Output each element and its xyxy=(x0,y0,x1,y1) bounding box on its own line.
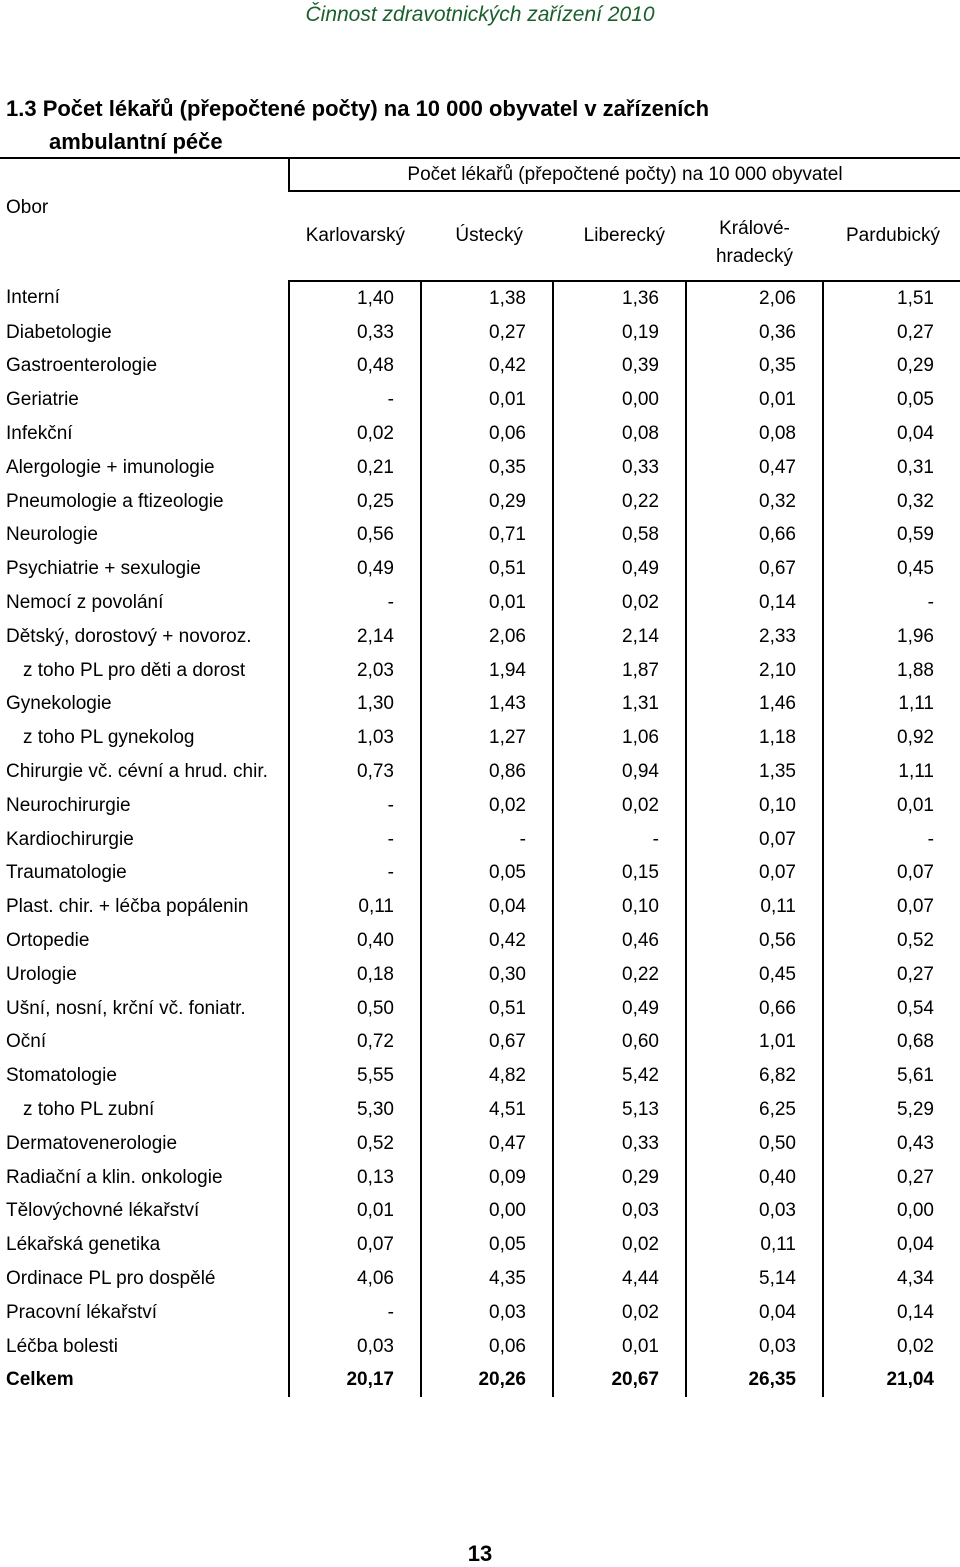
cell-value: 20,26 xyxy=(421,1364,553,1398)
table-row xyxy=(0,552,960,586)
cell-value: 1,43 xyxy=(421,688,553,722)
row-label: Lékařská genetika xyxy=(6,1234,161,1256)
cell-value: - xyxy=(421,823,553,857)
cell-value: 0,27 xyxy=(823,958,960,992)
cell-value: - xyxy=(823,823,960,857)
cell-value: 0,02 xyxy=(553,1228,686,1262)
cell-value: 0,33 xyxy=(553,451,686,485)
cell-value: 20,17 xyxy=(289,1364,421,1398)
cell-value: 1,38 xyxy=(421,281,553,316)
table-row xyxy=(0,688,960,722)
cell-value: 0,01 xyxy=(421,383,553,417)
cell-value: 1,01 xyxy=(686,1026,823,1060)
cell-value: 0,49 xyxy=(289,552,421,586)
cell-value: 0,11 xyxy=(686,890,823,924)
column-header-kralovehradecky-line-1: Králové- xyxy=(719,218,790,239)
cell-value: 0,05 xyxy=(823,383,960,417)
cell-value: 1,35 xyxy=(686,755,823,789)
table-row xyxy=(0,958,960,992)
column-header-pardubicky: Pardubický xyxy=(823,191,960,281)
row-label: z toho PL pro děti a dorost xyxy=(23,659,246,681)
cell-value: 0,05 xyxy=(421,1228,553,1262)
cell-value: 0,03 xyxy=(686,1330,823,1364)
cell-value: 0,00 xyxy=(823,1195,960,1229)
table-row xyxy=(0,350,960,384)
cell-value: 0,07 xyxy=(289,1228,421,1262)
cell-value: 1,30 xyxy=(289,688,421,722)
cell-value: 0,02 xyxy=(553,789,686,823)
cell-value: 0,18 xyxy=(289,958,421,992)
cell-value: 5,42 xyxy=(553,1059,686,1093)
row-label: Ortopedie xyxy=(6,930,90,952)
table-row xyxy=(0,417,960,451)
row-label: Celkem xyxy=(6,1369,74,1391)
table-row xyxy=(0,281,960,316)
row-label: Radiační a klin. onkologie xyxy=(6,1166,223,1188)
row-label: Stomatologie xyxy=(6,1065,117,1087)
cell-value: 0,07 xyxy=(823,890,960,924)
table-row xyxy=(0,316,960,350)
table-row xyxy=(0,1296,960,1330)
cell-value: - xyxy=(553,823,686,857)
row-label: Neurologie xyxy=(6,524,98,546)
cell-value: 0,19 xyxy=(553,316,686,350)
table-row xyxy=(0,721,960,755)
cell-value: 0,01 xyxy=(823,789,960,823)
cell-value: 0,29 xyxy=(421,485,553,519)
table-row xyxy=(0,586,960,620)
cell-value: 0,15 xyxy=(553,857,686,891)
row-label: Diabetologie xyxy=(6,321,112,343)
cell-value: 1,87 xyxy=(553,654,686,688)
cell-value: 1,06 xyxy=(553,721,686,755)
row-label: Pracovní lékařství xyxy=(6,1301,157,1323)
cell-value: 1,40 xyxy=(289,281,421,316)
cell-value: 1,11 xyxy=(823,755,960,789)
cell-value: 0,45 xyxy=(686,958,823,992)
cell-value: 0,13 xyxy=(289,1161,421,1195)
cell-value: - xyxy=(289,789,421,823)
cell-value: 6,25 xyxy=(686,1093,823,1127)
cell-value: 0,32 xyxy=(823,485,960,519)
cell-value: 0,51 xyxy=(421,992,553,1026)
cell-value: 1,94 xyxy=(421,654,553,688)
cell-value: 0,29 xyxy=(553,1161,686,1195)
column-header-karlovarsky: Karlovarský xyxy=(289,191,421,281)
cell-value: 0,45 xyxy=(823,552,960,586)
row-label: Geriatrie xyxy=(6,389,79,411)
cell-value: 4,34 xyxy=(823,1262,960,1296)
cell-value: 1,11 xyxy=(823,688,960,722)
cell-value: 0,02 xyxy=(553,586,686,620)
cell-value: 0,21 xyxy=(289,451,421,485)
cell-value: 0,10 xyxy=(553,890,686,924)
row-label: Nemocí z povolání xyxy=(6,592,164,614)
cell-value: 0,30 xyxy=(421,958,553,992)
cell-value: 0,03 xyxy=(553,1195,686,1229)
cell-value: 0,59 xyxy=(823,519,960,553)
cell-value: 0,68 xyxy=(823,1026,960,1060)
cell-value: 1,96 xyxy=(823,620,960,654)
cell-value: 0,09 xyxy=(421,1161,553,1195)
cell-value: 1,46 xyxy=(686,688,823,722)
cell-value: 0,67 xyxy=(421,1026,553,1060)
cell-value: - xyxy=(289,857,421,891)
cell-value: 0,00 xyxy=(421,1195,553,1229)
cell-value: 5,30 xyxy=(289,1093,421,1127)
row-label: Urologie xyxy=(6,963,77,985)
cell-value: 0,39 xyxy=(553,350,686,384)
cell-value: 0,10 xyxy=(686,789,823,823)
cell-value: 0,73 xyxy=(289,755,421,789)
cell-value: 0,66 xyxy=(686,992,823,1026)
cell-value: 0,52 xyxy=(823,924,960,958)
table-row xyxy=(0,1228,960,1262)
table-row xyxy=(0,654,960,688)
cell-value: 0,07 xyxy=(686,857,823,891)
row-label: Dětský, dorostový + novoroz. xyxy=(6,625,252,647)
row-label: Neurochirurgie xyxy=(6,794,131,816)
cell-value: 1,18 xyxy=(686,721,823,755)
cell-value: 0,48 xyxy=(289,350,421,384)
cell-value: 0,43 xyxy=(823,1127,960,1161)
cell-value: 0,02 xyxy=(289,417,421,451)
cell-value: 0,86 xyxy=(421,755,553,789)
table-row xyxy=(0,1262,960,1296)
cell-value: 0,56 xyxy=(289,519,421,553)
cell-value: 0,42 xyxy=(421,924,553,958)
column-header-ustecky: Ústecký xyxy=(421,191,553,281)
cell-value: 5,29 xyxy=(823,1093,960,1127)
group-header: Počet lékařů (přepočtené počty) na 10 000 obyvatel xyxy=(289,158,960,191)
cell-value: 0,66 xyxy=(686,519,823,553)
cell-value: 1,27 xyxy=(421,721,553,755)
cell-value: 0,07 xyxy=(823,857,960,891)
cell-value: 4,51 xyxy=(421,1093,553,1127)
cell-value: 0,04 xyxy=(823,1228,960,1262)
table-row xyxy=(0,1330,960,1364)
cell-value: 4,82 xyxy=(421,1059,553,1093)
row-label: Gynekologie xyxy=(6,693,112,715)
cell-value: 0,42 xyxy=(421,350,553,384)
cell-value: 0,01 xyxy=(686,383,823,417)
cell-value: 0,05 xyxy=(421,857,553,891)
table-row xyxy=(0,924,960,958)
cell-value: 0,03 xyxy=(289,1330,421,1364)
cell-value: 0,06 xyxy=(421,1330,553,1364)
cell-value: 0,11 xyxy=(686,1228,823,1262)
cell-value: 6,82 xyxy=(686,1059,823,1093)
cell-value: 0,01 xyxy=(553,1330,686,1364)
cell-value: 21,04 xyxy=(823,1364,960,1398)
cell-value: 0,27 xyxy=(421,316,553,350)
cell-value: - xyxy=(289,823,421,857)
cell-value: 0,36 xyxy=(686,316,823,350)
table-row xyxy=(0,992,960,1026)
cell-value: 1,31 xyxy=(553,688,686,722)
cell-value: 2,14 xyxy=(553,620,686,654)
cell-value: 5,14 xyxy=(686,1262,823,1296)
row-label: Pneumologie a ftizeologie xyxy=(6,490,224,512)
cell-value: 0,60 xyxy=(553,1026,686,1060)
cell-value: 26,35 xyxy=(686,1364,823,1398)
cell-value: 2,10 xyxy=(686,654,823,688)
row-label: Alergologie + imunologie xyxy=(6,456,215,478)
cell-value: 0,72 xyxy=(289,1026,421,1060)
table-row xyxy=(0,1161,960,1195)
cell-value: 1,88 xyxy=(823,654,960,688)
cell-value: - xyxy=(289,1296,421,1330)
cell-value: 0,32 xyxy=(686,485,823,519)
cell-value: 1,03 xyxy=(289,721,421,755)
cell-value: 0,08 xyxy=(686,417,823,451)
cell-value: 0,01 xyxy=(289,1195,421,1229)
cell-value: 5,61 xyxy=(823,1059,960,1093)
cell-value: 0,03 xyxy=(686,1195,823,1229)
cell-value: 4,35 xyxy=(421,1262,553,1296)
cell-value: 0,94 xyxy=(553,755,686,789)
table-row xyxy=(0,519,960,553)
cell-value: 0,06 xyxy=(421,417,553,451)
row-label: Chirurgie vč. cévní a hrud. chir. xyxy=(6,761,268,783)
table-row xyxy=(0,1195,960,1229)
cell-value: 0,71 xyxy=(421,519,553,553)
cell-value: - xyxy=(289,383,421,417)
cell-value: 20,67 xyxy=(553,1364,686,1398)
cell-value: 2,14 xyxy=(289,620,421,654)
cell-value: 0,22 xyxy=(553,958,686,992)
cell-value: 4,44 xyxy=(553,1262,686,1296)
table-row xyxy=(0,1127,960,1161)
cell-value: 0,25 xyxy=(289,485,421,519)
cell-value: 0,35 xyxy=(686,350,823,384)
table-row xyxy=(0,485,960,519)
cell-value: 0,54 xyxy=(823,992,960,1026)
row-label: Gastroenterologie xyxy=(6,355,158,377)
cell-value: 0,50 xyxy=(686,1127,823,1161)
running-header: Činnost zdravotnických zařízení 2010 xyxy=(305,3,655,26)
cell-value: 0,47 xyxy=(686,451,823,485)
cell-value: 0,40 xyxy=(289,924,421,958)
row-label: Psychiatrie + sexulogie xyxy=(6,558,201,580)
cell-value: 0,04 xyxy=(421,890,553,924)
row-label: Interní xyxy=(6,287,60,309)
table-title-line-2: ambulantní péče xyxy=(49,129,223,154)
cell-value: 0,31 xyxy=(823,451,960,485)
table-body xyxy=(0,281,960,1397)
cell-value: 0,11 xyxy=(289,890,421,924)
cell-value: 0,49 xyxy=(553,552,686,586)
column-header-liberecky: Liberecký xyxy=(553,191,686,281)
row-header-obor: Obor xyxy=(0,158,289,281)
cell-value: 2,06 xyxy=(686,281,823,316)
cell-value: 5,13 xyxy=(553,1093,686,1127)
row-label: Ušní, nosní, krční vč. foniatr. xyxy=(6,997,246,1019)
cell-value: 0,35 xyxy=(421,451,553,485)
row-label: Tělovýchovné lékařství xyxy=(6,1200,200,1222)
table-row xyxy=(0,755,960,789)
cell-value: 0,01 xyxy=(421,586,553,620)
table-total-row xyxy=(0,1364,960,1398)
row-label: Kardiochirurgie xyxy=(6,828,134,850)
table-title-line-1: 1.3 Počet lékařů (přepočtené počty) na 10 000 obyvatel v zařízeních xyxy=(6,96,710,121)
physicians-table xyxy=(0,157,960,1397)
cell-value: - xyxy=(289,586,421,620)
table-row xyxy=(0,620,960,654)
cell-value: 1,51 xyxy=(823,281,960,316)
cell-value: 0,92 xyxy=(823,721,960,755)
row-label: Dermatovenerologie xyxy=(6,1132,178,1154)
cell-value: 2,03 xyxy=(289,654,421,688)
table-row xyxy=(0,451,960,485)
cell-value: 0,02 xyxy=(823,1330,960,1364)
cell-value: 0,40 xyxy=(686,1161,823,1195)
cell-value: 0,14 xyxy=(686,586,823,620)
cell-value: 0,49 xyxy=(553,992,686,1026)
table-row xyxy=(0,383,960,417)
row-label: Plast. chir. + léčba popálenin xyxy=(6,896,249,918)
table-row xyxy=(0,789,960,823)
column-header-kralovehradecky-line-2: hradecký xyxy=(715,246,794,267)
cell-value: 0,02 xyxy=(421,789,553,823)
table-row xyxy=(0,1026,960,1060)
cell-value: 0,58 xyxy=(553,519,686,553)
table-row xyxy=(0,857,960,891)
cell-value: 0,27 xyxy=(823,316,960,350)
cell-value: 0,51 xyxy=(421,552,553,586)
cell-value: 0,67 xyxy=(686,552,823,586)
row-label: Léčba bolesti xyxy=(6,1335,118,1357)
cell-value: 1,36 xyxy=(553,281,686,316)
column-header-kralovehradecky xyxy=(686,191,823,281)
cell-value: 0,22 xyxy=(553,485,686,519)
cell-value: 0,52 xyxy=(289,1127,421,1161)
row-label: z toho PL zubní xyxy=(23,1099,155,1121)
cell-value: 5,55 xyxy=(289,1059,421,1093)
cell-value: 0,07 xyxy=(686,823,823,857)
cell-value: 4,06 xyxy=(289,1262,421,1296)
row-label: Oční xyxy=(6,1031,47,1053)
row-label: Traumatologie xyxy=(6,862,127,884)
cell-value: 0,00 xyxy=(553,383,686,417)
cell-value: 0,14 xyxy=(823,1296,960,1330)
row-label: z toho PL gynekolog xyxy=(23,727,195,749)
cell-value: 0,33 xyxy=(289,316,421,350)
table-title xyxy=(6,92,709,158)
row-label: Infekční xyxy=(6,423,73,445)
table-row xyxy=(0,823,960,857)
cell-value: 0,08 xyxy=(553,417,686,451)
cell-value: 0,03 xyxy=(421,1296,553,1330)
cell-value: 0,27 xyxy=(823,1161,960,1195)
cell-value: 0,33 xyxy=(553,1127,686,1161)
cell-value: 0,50 xyxy=(289,992,421,1026)
table-row xyxy=(0,890,960,924)
cell-value: 2,33 xyxy=(686,620,823,654)
cell-value: 0,04 xyxy=(686,1296,823,1330)
cell-value: 0,46 xyxy=(553,924,686,958)
table-row xyxy=(0,1059,960,1093)
cell-value: 0,29 xyxy=(823,350,960,384)
cell-value: 0,04 xyxy=(823,417,960,451)
cell-value: 0,47 xyxy=(421,1127,553,1161)
cell-value: 0,56 xyxy=(686,924,823,958)
page-number: 13 xyxy=(467,1541,493,1566)
row-label: Ordinace PL pro dospělé xyxy=(6,1268,216,1289)
cell-value: 2,06 xyxy=(421,620,553,654)
cell-value: - xyxy=(823,586,960,620)
cell-value: 0,02 xyxy=(553,1296,686,1330)
table-row xyxy=(0,1093,960,1127)
